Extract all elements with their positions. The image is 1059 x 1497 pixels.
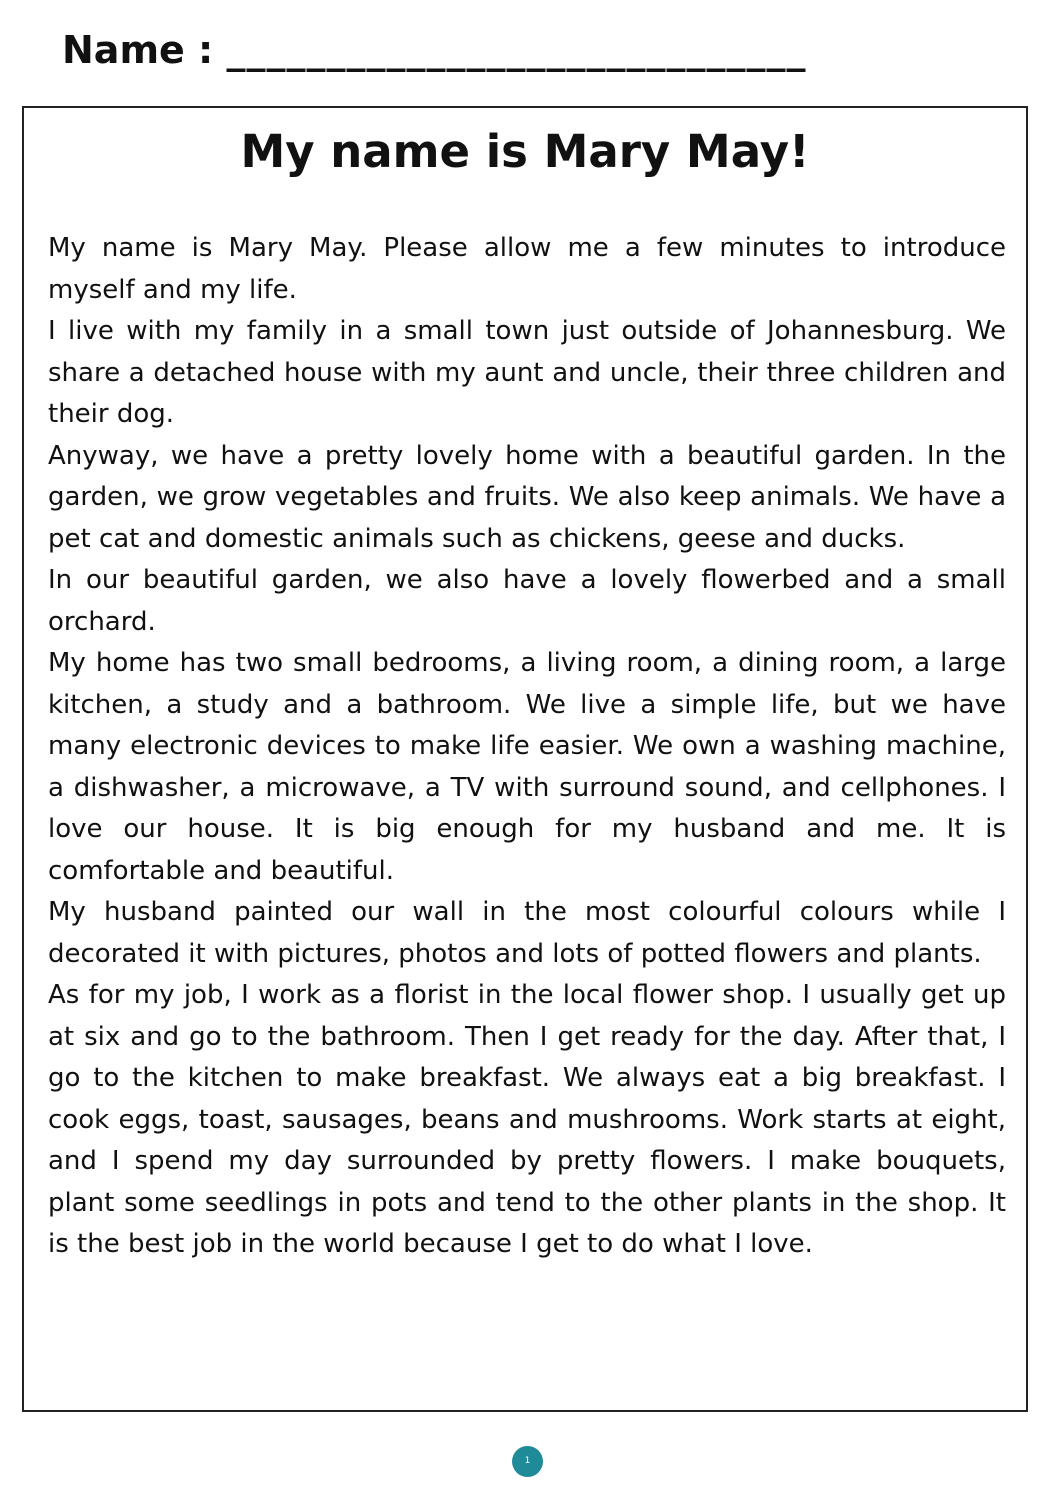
passage-paragraph: In our beautiful garden, we also have a lovely flowerbed and a small orchard.: [48, 565, 1006, 637]
name-label: Name :: [62, 28, 214, 72]
passage-paragraph: My home has two small bedrooms, a living room, a dining room, a large kitchen, a study and a bathroom. We live a simple life, but we have many electronic devices to make life easier. We own a washing machine, a dishwasher, a microwave, a TV with surround sound, and cellphones. I love our house. It is big enough for my husband and me. It is comfortable and beautiful.: [48, 648, 1006, 886]
page-number-badge: 1: [512, 1446, 543, 1477]
name-line: [62, 22, 1002, 78]
passage-paragraph: Anyway, we have a pretty lovely home with a beautiful garden. In the garden, we grow vegetables and fruits. We also keep animals. We have a pet cat and domestic animals such as chickens, geese and ducks.: [48, 440, 1006, 554]
passage-paragraph: As for my job, I work as a florist in the local flower shop. I usually get up at six and go to the bathroom. Then I get ready for the day. After that, I go to the kitchen to make breakfast. We always eat a big breakfast. I cook eggs, toast, sausages, beans and mushrooms. Work starts at eight, and I spend my day surrounded by pretty flowers. I make bouquets, plant some seedlings in pots and tend to the other plants in the shop. It is the best job in the world because I get to do what I love.: [48, 980, 1006, 1259]
passage-paragraph: My husband painted our wall in the most colourful colours while I decorated it with pictures, photos and lots of potted flowers and plants.: [48, 897, 1006, 969]
passage-paragraph: My name is Mary May. Please allow me a few minutes to introduce myself and my life.: [48, 233, 1006, 305]
reading-passage: [48, 228, 1006, 1266]
name-blank-line[interactable]: _____________________________: [226, 28, 807, 72]
passage-paragraph: I live with my family in a small town just outside of Johannesburg. We share a detached house with my aunt and uncle, their three children and their dog.: [48, 316, 1006, 429]
worksheet-title: My name is Mary May!: [240, 125, 810, 178]
worksheet-frame: [22, 106, 1028, 1412]
